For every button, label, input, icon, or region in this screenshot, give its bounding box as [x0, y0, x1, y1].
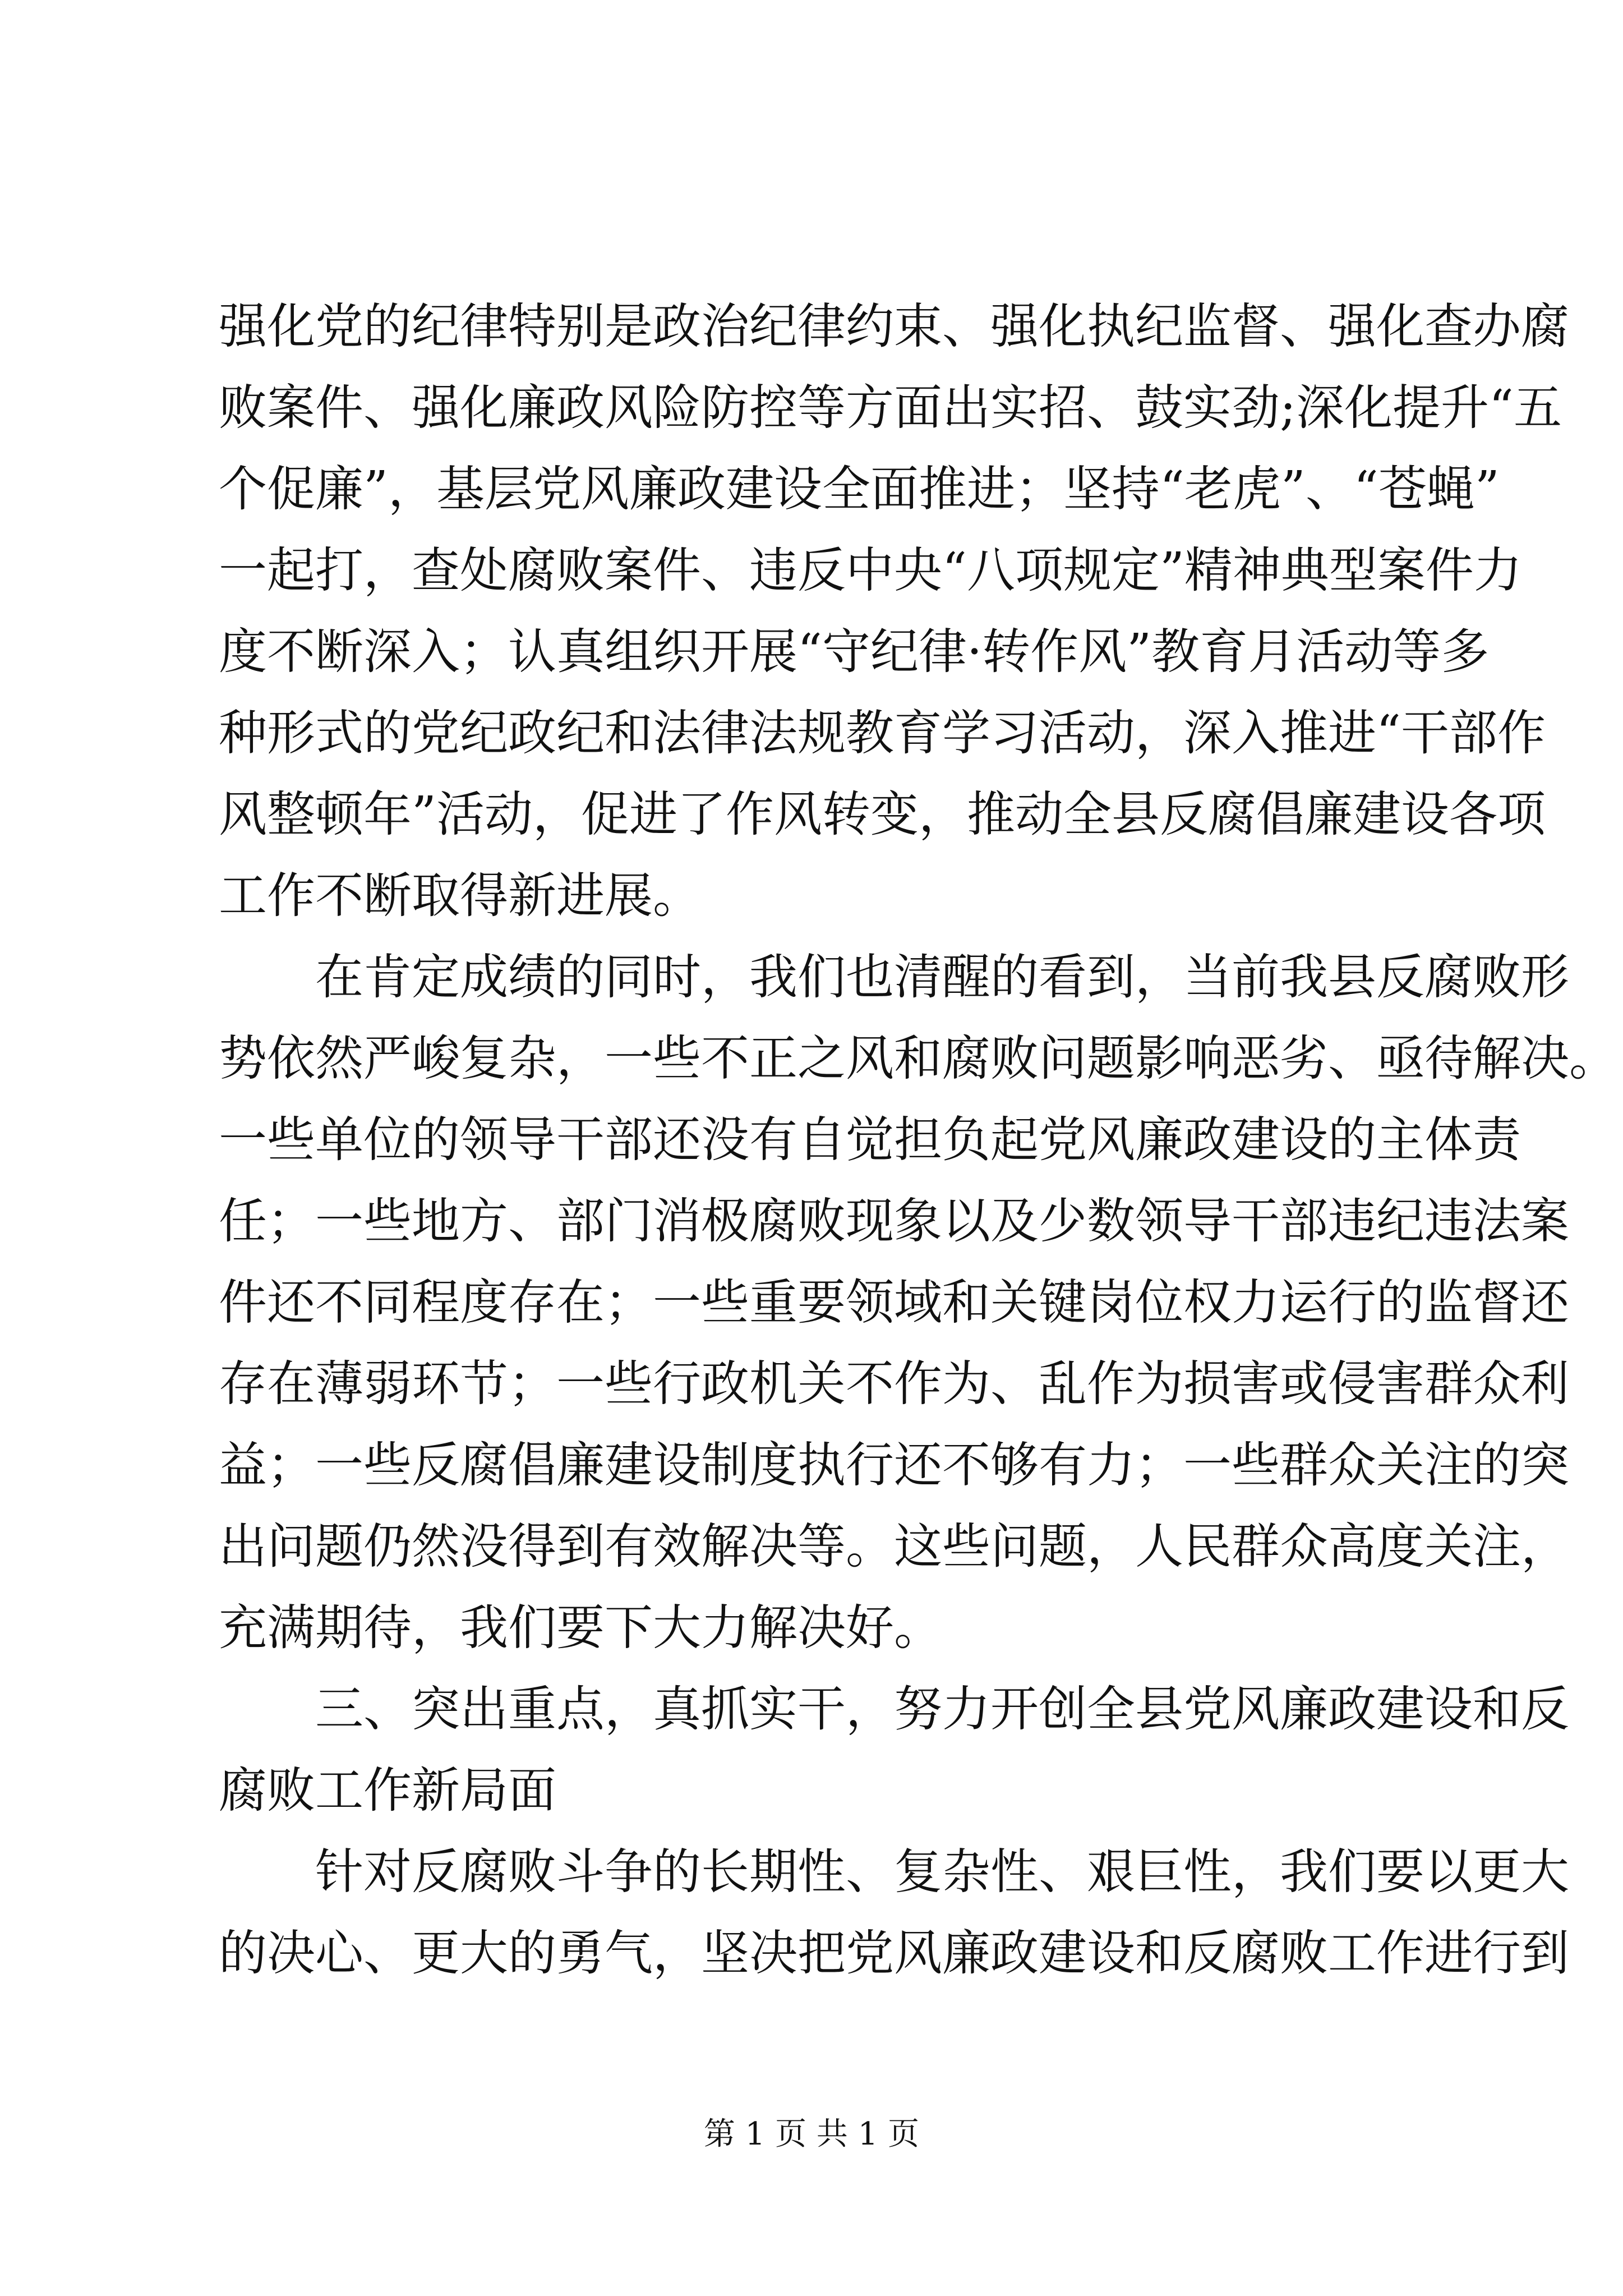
- section-heading-line: 三、突出重点，真抓实干，努力开创全县党风廉政建设和反: [315, 1681, 1569, 1737]
- paragraph-first-line: 在肯定成绩的同时，我们也清醒的看到，当前我县反腐败形: [315, 949, 1569, 1005]
- text-line: 工作不断取得新进展。: [219, 868, 701, 924]
- text-line: 件还不同程度存在；一些重要领域和关键岗位权力运行的监督还: [219, 1274, 1569, 1331]
- text-line: 个促廉”，基层党风廉政建设全面推进；坚持“老虎”、“苍蝇”: [219, 461, 1500, 517]
- text-line: 种形式的党纪政纪和法律法规教育学习活动，深入推进“干部作: [219, 705, 1546, 761]
- text-line: 度不断深入；认真组织开展“守纪律·转作风”教育月活动等多: [219, 624, 1490, 680]
- text-line: 益；一些反腐倡廉建设制度执行还不够有力；一些群众关注的突: [219, 1437, 1569, 1493]
- text-line: 出问题仍然没得到有效解决等。这些问题，人民群众高度关注，: [219, 1519, 1569, 1575]
- text-line: 存在薄弱环节；一些行政机关不作为、乱作为损害或侵害群众利: [219, 1356, 1569, 1412]
- paragraph-first-line: 针对反腐败斗争的长期性、复杂性、艰巨性，我们要以更大: [315, 1844, 1569, 1900]
- text-line: 强化党的纪律特别是政治纪律约束、强化执纪监督、强化查办腐: [219, 298, 1569, 355]
- text-line: 一些单位的领导干部还没有自觉担负起党风廉政建设的主体责: [219, 1112, 1521, 1168]
- text-line: 风整顿年”活动，促进了作风转变，推动全县反腐倡廉建设各项: [219, 786, 1546, 843]
- text-line: 任；一些地方、部门消极腐败现象以及少数领导干部违纪违法案: [219, 1193, 1569, 1249]
- page-number-footer: 第 1 页 共 1 页: [703, 2116, 920, 2152]
- text-line: 败案件、强化廉政风险防控等方面出实招、鼓实劲;深化提升“五: [219, 380, 1562, 436]
- text-line: 的决心、更大的勇气，坚决把党风廉政建设和反腐败工作进行到: [219, 1925, 1569, 1981]
- section-heading-line: 腐败工作新局面: [219, 1763, 556, 1819]
- text-line: 充满期待，我们要下大力解决好。: [219, 1600, 942, 1656]
- text-line: 势依然严峻复杂，一些不正之风和腐败问题影响恶劣、亟待解决。: [219, 1030, 1617, 1087]
- text-line: 一起打，查处腐败案件、违反中央“八项规定”精神典型案件力: [219, 542, 1522, 599]
